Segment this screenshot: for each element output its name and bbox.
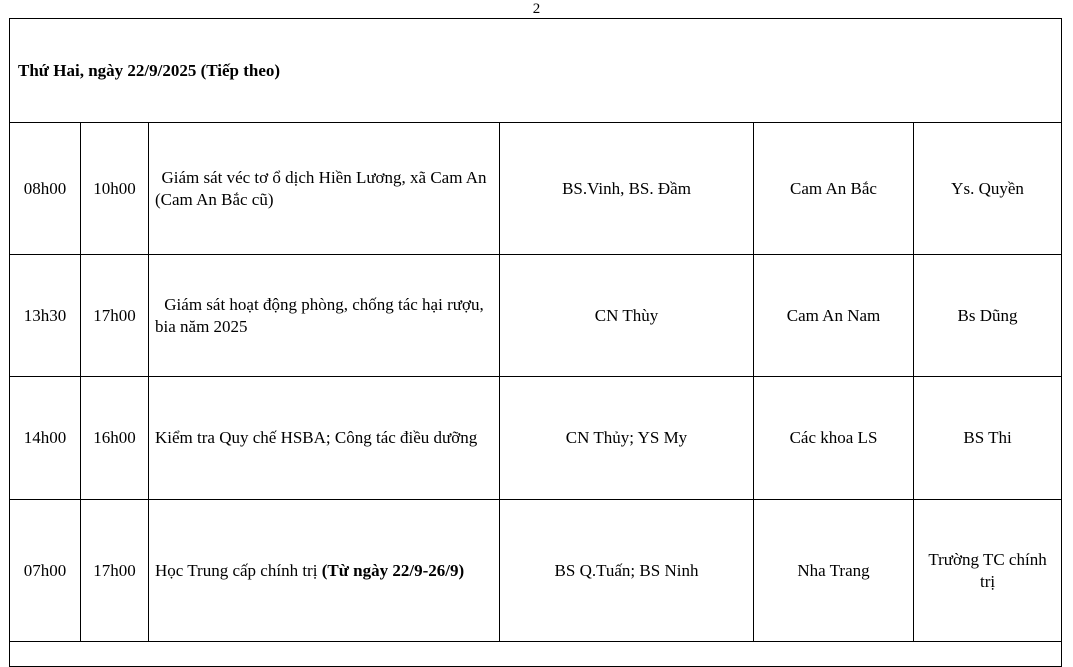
table-row <box>10 123 1062 255</box>
task-cell <box>149 255 500 377</box>
task-text: Giám sát véc tơ ổ dịch Hiền Lương, xã Cam An (Cam An Bắc cũ) <box>155 167 487 209</box>
table-row <box>10 255 1062 377</box>
end-time: 17h00 <box>81 255 149 377</box>
task-text: Học Trung cấp chính trị <box>155 560 318 580</box>
end-time: 10h00 <box>81 123 149 255</box>
page-number: 2 <box>532 1 541 17</box>
location: Cam An Bắc <box>754 123 914 255</box>
end-time: 17h00 <box>81 500 149 642</box>
location: Nha Trang <box>754 500 914 642</box>
empty-cell <box>10 642 1062 667</box>
table-row <box>10 377 1062 500</box>
task-cell <box>149 377 500 500</box>
lead: Trường TC chính trị <box>914 500 1062 642</box>
table-row-partial <box>10 642 1062 667</box>
start-time: 13h30 <box>10 255 81 377</box>
day-header: Thứ Hai, ngày 22/9/2025 (Tiếp theo) <box>10 19 1062 123</box>
day-header-row <box>10 19 1062 123</box>
end-time: 16h00 <box>81 377 149 500</box>
start-time: 08h00 <box>10 123 81 255</box>
lead: Bs Dũng <box>914 255 1062 377</box>
location: Các khoa LS <box>754 377 914 500</box>
participants: BS Q.Tuấn; BS Ninh <box>500 500 754 642</box>
schedule-table <box>9 18 1062 667</box>
lead: BS Thi <box>914 377 1062 500</box>
participants: BS.Vinh, BS. Đầm <box>500 123 754 255</box>
participants: CN Thùy <box>500 255 754 377</box>
participants: CN Thủy; YS My <box>500 377 754 500</box>
task-cell <box>149 123 500 255</box>
location: Cam An Nam <box>754 255 914 377</box>
start-time: 07h00 <box>10 500 81 642</box>
task-cell <box>149 500 500 642</box>
task-note: (Từ ngày 22/9-26/9) <box>321 560 465 580</box>
lead: Ys. Quyền <box>914 123 1062 255</box>
table-row <box>10 500 1062 642</box>
task-text: Giám sát hoạt động phòng, chống tác hại rượu, bia năm 2025 <box>155 294 484 336</box>
task-text: Kiểm tra Quy chế HSBA; Công tác điều dưỡng <box>155 428 478 447</box>
start-time: 14h00 <box>10 377 81 500</box>
